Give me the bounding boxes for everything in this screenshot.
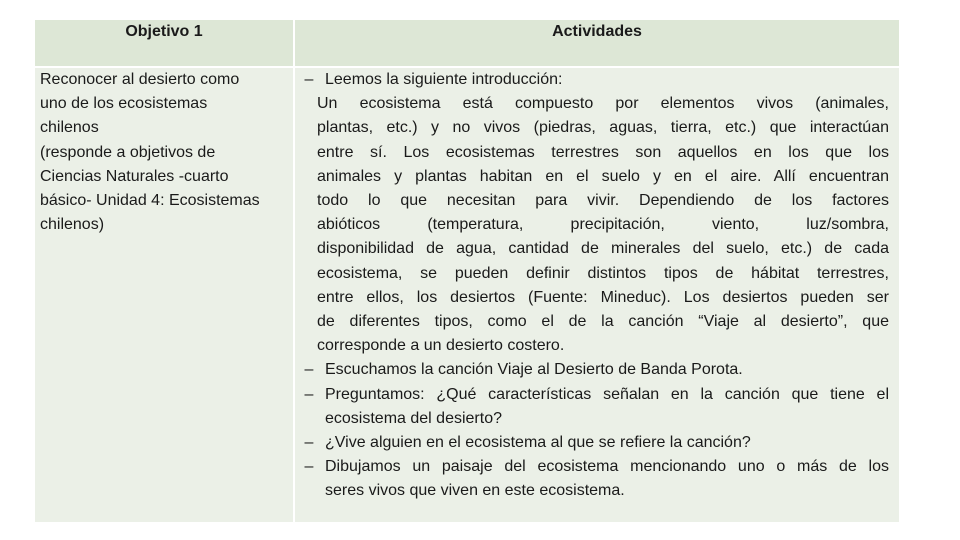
- quote-line: entre ellos, los desiertos (Fuente: Mineduc). Los desiertos pueden ser: [317, 288, 889, 306]
- objective-line: uno de los ecosistemas: [40, 95, 208, 113]
- activity-item: [301, 455, 889, 503]
- quote-line: abióticos (temperatura, precipitación, viento, luz/sombra,: [317, 216, 889, 234]
- objective-line: Reconocer al desierto como: [40, 71, 240, 88]
- activity-line: Dibujamos un paisaje del ecosistema mencionando uno o más de los: [325, 458, 889, 476]
- quote-line: disponibilidad de agua, cantidad de minerales del suelo, etc.) de cada: [317, 240, 889, 258]
- activity-line: ¿Vive alguien en el ecosistema al que se refiere la canción?: [325, 434, 751, 452]
- activity-item: [301, 383, 889, 431]
- activities-header: Actividades: [295, 20, 899, 66]
- activity-line: seres vivos que viven en este ecosistema.: [325, 482, 625, 500]
- dash-bullet: –: [304, 361, 314, 379]
- objective-line: (responde a objetivos de: [40, 143, 216, 161]
- activity-line: Leemos la siguiente introducción:: [325, 71, 563, 88]
- quote-line: todo lo que necesitan para vivir. Dependiendo de los factores: [317, 192, 889, 210]
- quote-line: animales y plantas habitan en el suelo y en el aire. Allí encuentran: [317, 167, 889, 185]
- dash-bullet: –: [304, 71, 314, 88]
- activity-line: Escuchamos la canción Viaje al Desierto de Banda Porota.: [325, 361, 743, 379]
- objective-header: Objetivo 1: [35, 20, 293, 66]
- introduction-quote: [317, 92, 889, 358]
- dash-bullet: –: [304, 458, 314, 476]
- activities-list: [301, 68, 889, 504]
- column-divider: [293, 20, 295, 522]
- activity-line: ecosistema del desierto?: [325, 409, 502, 427]
- objective-line: chilenos): [40, 216, 105, 234]
- activities-cell: [295, 68, 899, 522]
- activity-item: [301, 431, 889, 455]
- activity-line: Preguntamos: ¿Qué características señalan en la canción que tiene el: [325, 385, 889, 403]
- objective-line: chilenos: [40, 119, 99, 137]
- dash-bullet: –: [304, 385, 314, 403]
- objectives-table: [35, 20, 899, 522]
- activity-item: [301, 358, 889, 382]
- activity-item: [301, 68, 889, 358]
- quote-line: de diferentes tipos, como el de la canción “Viaje al desierto”, que: [317, 313, 889, 331]
- quote-line: ecosistema, se pueden definir distintos tipos de hábitat terrestres,: [317, 264, 889, 282]
- dash-bullet: –: [304, 434, 314, 452]
- quote-line: Un ecosistema está compuesto por elementos vivos (animales,: [317, 95, 889, 113]
- objective-line: Ciencias Naturales -cuarto: [40, 167, 229, 185]
- quote-line: corresponde a un desierto costero.: [317, 337, 565, 355]
- objective-line: básico- Unidad 4: Ecosistemas: [40, 192, 260, 210]
- quote-line: entre sí. Los ecosistemas terrestres son aquellos en los que los: [317, 143, 889, 161]
- quote-line: plantas, etc.) y no vivos (piedras, aguas, tierra, etc.) que interactúan: [317, 119, 889, 137]
- objective-cell: [35, 68, 293, 522]
